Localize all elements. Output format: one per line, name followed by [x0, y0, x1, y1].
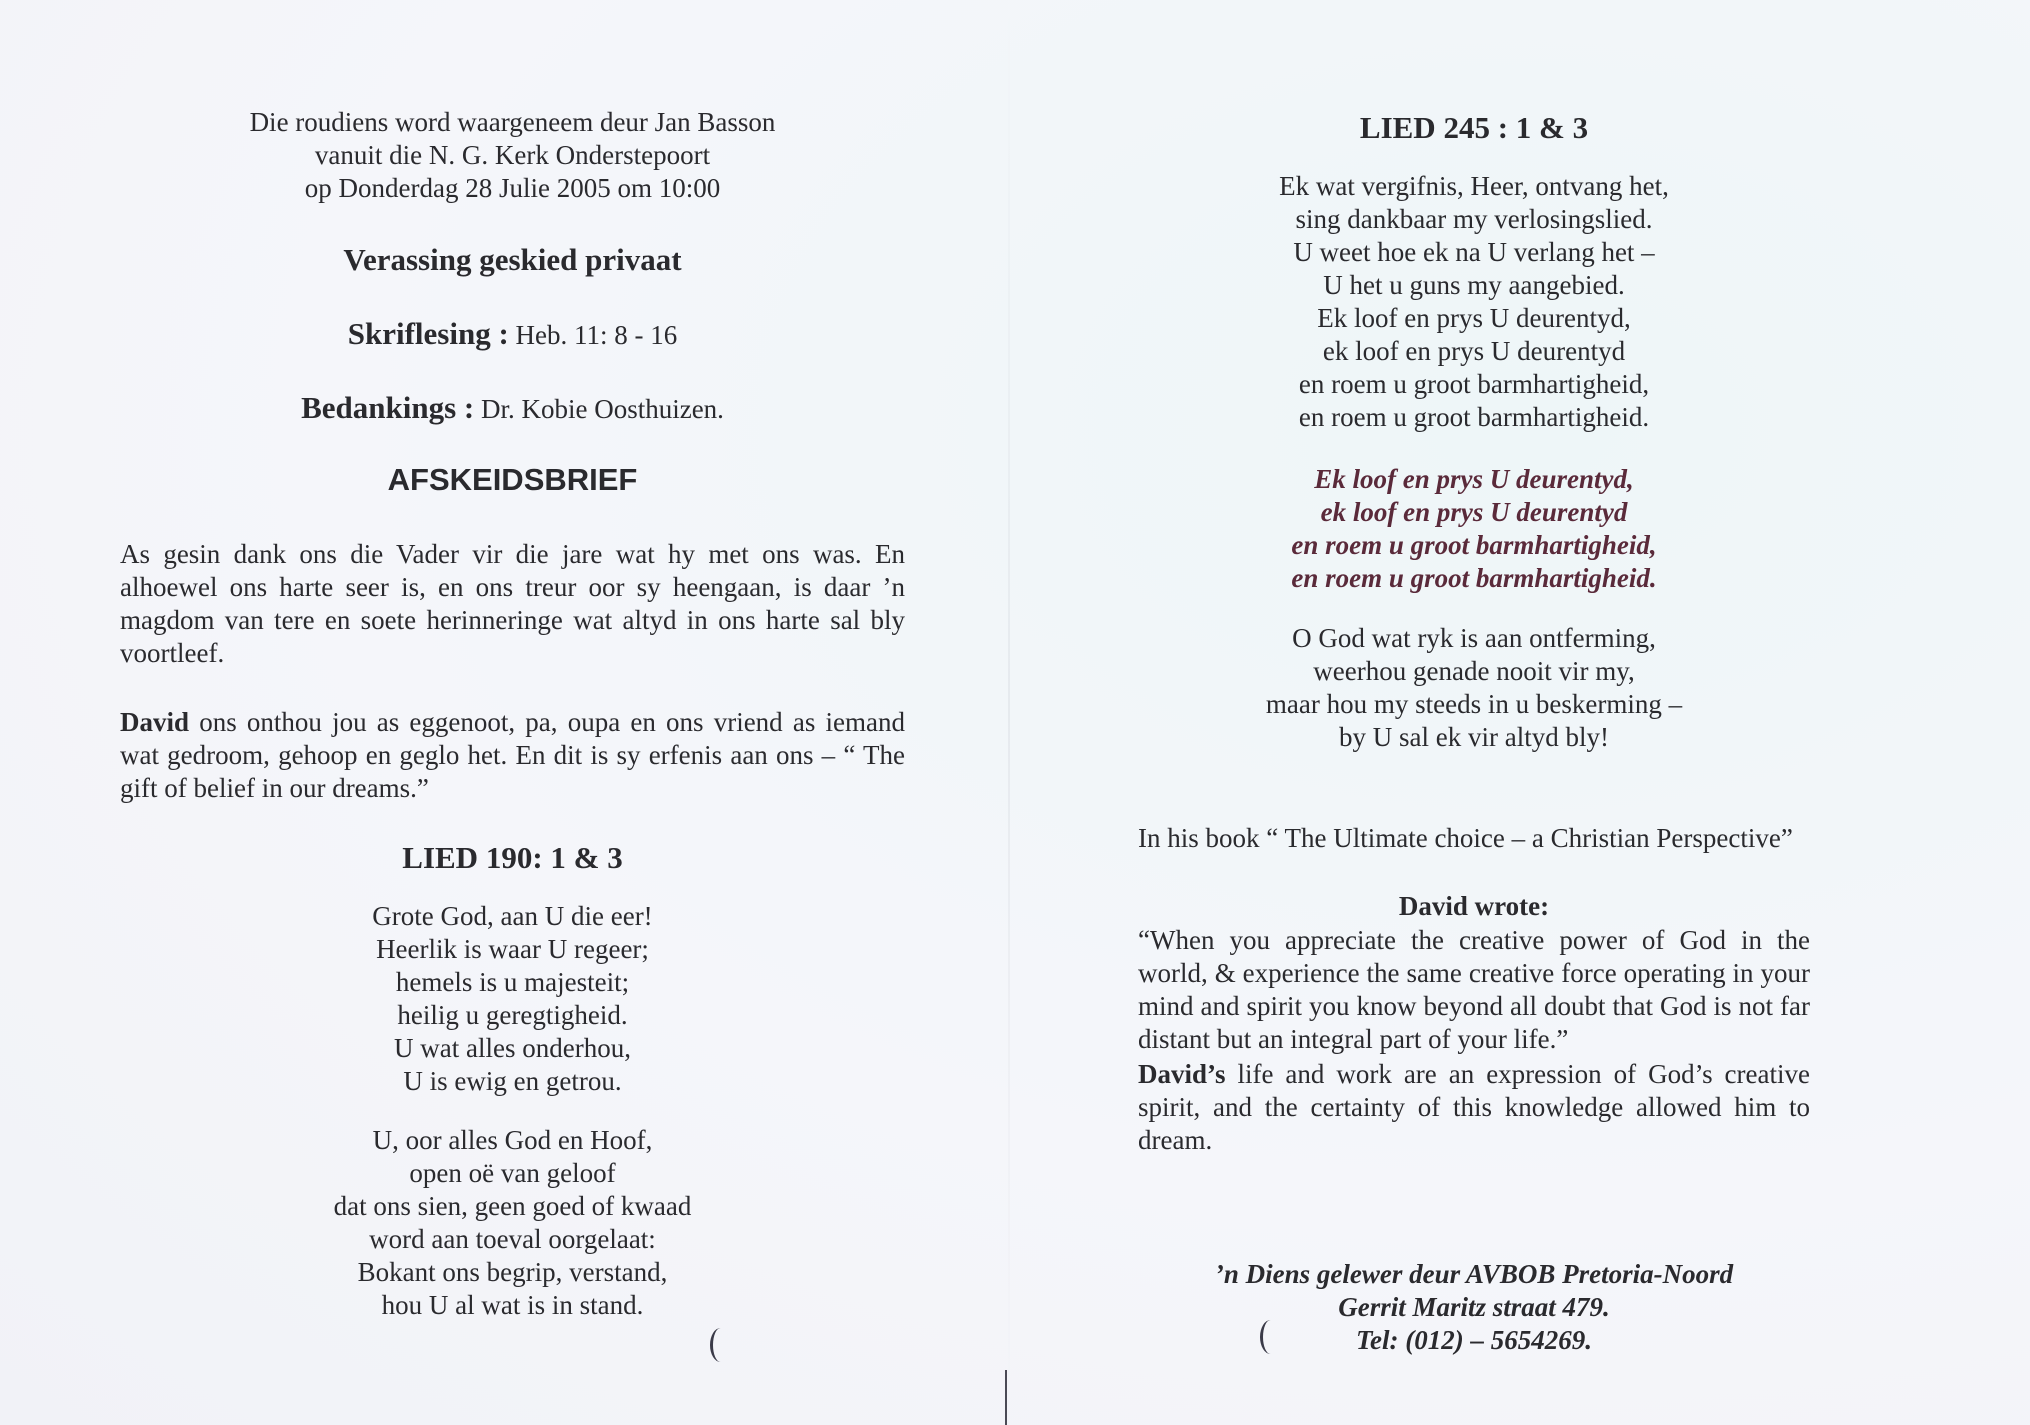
closing-name: David’s: [1138, 1059, 1226, 1089]
david-quote: “When you appreciate the creative power of God in the world, & experience the same creative force operating in your mind and spirit you know beyond all doubt that God is not far distant but an integral part of your life.”: [1138, 925, 1810, 1054]
letter-name: David: [120, 707, 190, 737]
hymn-245-verse-3: [1138, 622, 1810, 754]
verse-line: hemels is u majesteit;: [395, 967, 630, 997]
verse-line: en roem u groot barmhartigheid.: [1298, 402, 1650, 432]
funeral-home-footer: [1138, 1258, 1810, 1357]
verse-line: hou U al wat is in stand.: [381, 1290, 644, 1320]
letter-title: AFSKEIDSBRIEF: [387, 462, 638, 497]
chorus-line: Ek loof en prys U deurentyd,: [1314, 464, 1634, 494]
verse-line: weerhou genade nooit vir my,: [1313, 656, 1635, 686]
book-intro: In his book “ The Ultimate choice – a Christian Perspective”: [1138, 823, 1793, 853]
fold-mark: [1005, 1370, 1007, 1425]
verse-line: U het u guns my aangebied.: [1323, 270, 1625, 300]
footer-line: Tel: (012) – 5654269.: [1356, 1325, 1592, 1355]
chorus-line: en roem u groot barmhartigheid,: [1291, 530, 1657, 560]
verse-line: U wat alles onderhou,: [394, 1033, 631, 1063]
verse-line: by U sal ek vir altyd bly!: [1339, 722, 1609, 752]
verse-line: maar hou my steeds in u beskerming –: [1265, 689, 1683, 719]
center-fold: [1008, 0, 1010, 1425]
intro-line: vanuit die N. G. Kerk Onderstepoort: [314, 140, 711, 170]
david-wrote-label: David wrote:: [1398, 891, 1550, 921]
verse-line: Grote God, aan U die eer!: [372, 901, 653, 931]
verse-line: word aan toeval oorgelaat:: [369, 1224, 656, 1254]
scripture-reading: [120, 316, 905, 352]
hymn-190-verse-1: [120, 900, 905, 1098]
verse-line: open oë van geloof: [409, 1158, 616, 1188]
hymn-190-title: LIED 190: 1 & 3: [402, 840, 623, 875]
cremation-text: Verassing geskied privaat: [343, 242, 682, 277]
hymn-190-verse-3: [120, 1124, 905, 1322]
reading-label: Skriflesing :: [347, 316, 509, 351]
verse-line: en roem u groot barmhartigheid,: [1298, 369, 1650, 399]
verse-line: Ek wat vergifnis, Heer, ontvang het,: [1279, 171, 1669, 201]
letter-rest: ons onthou jou as eggenoot, pa, oupa en ons vriend as iemand wat gedroom, gehoop en geglo het. En dit is sy erfenis aan ons – “ The gift of belief in our dreams.”: [120, 707, 905, 803]
closing-rest: life and work are an expression of God’s creative spirit, and the certainty of this knowledge allowed him to dream.: [1138, 1059, 1810, 1155]
verse-line: U weet hoe ek na U verlang het –: [1293, 237, 1655, 267]
verse-line: dat ons sien, geen goed of kwaad: [333, 1191, 692, 1221]
closing-paragraph: [1138, 1058, 1810, 1157]
verse-line: Bokant ons begrip, verstand,: [357, 1257, 668, 1287]
intro-line: Die roudiens word waargeneem deur Jan Basson: [249, 107, 776, 137]
verse-line: Heerlik is waar U regeer;: [376, 934, 649, 964]
footer-line: ’n Diens gelewer deur AVBOB Pretoria-Noord: [1214, 1259, 1734, 1289]
thanks-row: [120, 390, 905, 426]
hymn-245-title: LIED 245 : 1 & 3: [1359, 110, 1589, 145]
hymn-245-chorus: [1138, 463, 1810, 595]
footer-line: Gerrit Maritz straat 479.: [1338, 1292, 1610, 1322]
cremation-note: [120, 242, 905, 278]
chorus-line: ek loof en prys U deurentyd: [1320, 497, 1628, 527]
verse-line: U is ewig en getrou.: [403, 1066, 622, 1096]
intro-line: op Donderdag 28 Julie 2005 om 10:00: [304, 173, 721, 203]
reading-value: Heb. 11: 8 - 16: [508, 320, 678, 350]
letter-paragraph-1: As gesin dank ons die Vader vir die jare wat hy met ons was. En alhoewel ons harte seer is, en ons treur oor sy heengaan, is daar ’n magdom van tere en soete herinneringe wat altyd in ons harte sal bly voortleef.: [120, 539, 905, 668]
verse-line: U, oor alles God en Hoof,: [372, 1125, 653, 1155]
verse-line: heilig u geregtigheid.: [397, 1000, 628, 1030]
ink-smudge: [710, 1328, 731, 1362]
hymn-245-verse-1: [1138, 170, 1810, 434]
service-intro: [120, 106, 905, 205]
thanks-value: Dr. Kobie Oosthuizen.: [474, 394, 724, 424]
letter-paragraph-2: [120, 706, 905, 805]
thanks-label: Bedankings :: [301, 390, 475, 425]
verse-line: Ek loof en prys U deurentyd,: [1317, 303, 1631, 333]
ink-smudge: [1260, 1320, 1281, 1354]
verse-line: sing dankbaar my verlosingslied.: [1295, 204, 1653, 234]
verse-line: ek loof en prys U deurentyd: [1322, 336, 1626, 366]
chorus-line: en roem u groot barmhartigheid.: [1291, 563, 1657, 593]
verse-line: O God wat ryk is aan ontferming,: [1292, 623, 1656, 653]
